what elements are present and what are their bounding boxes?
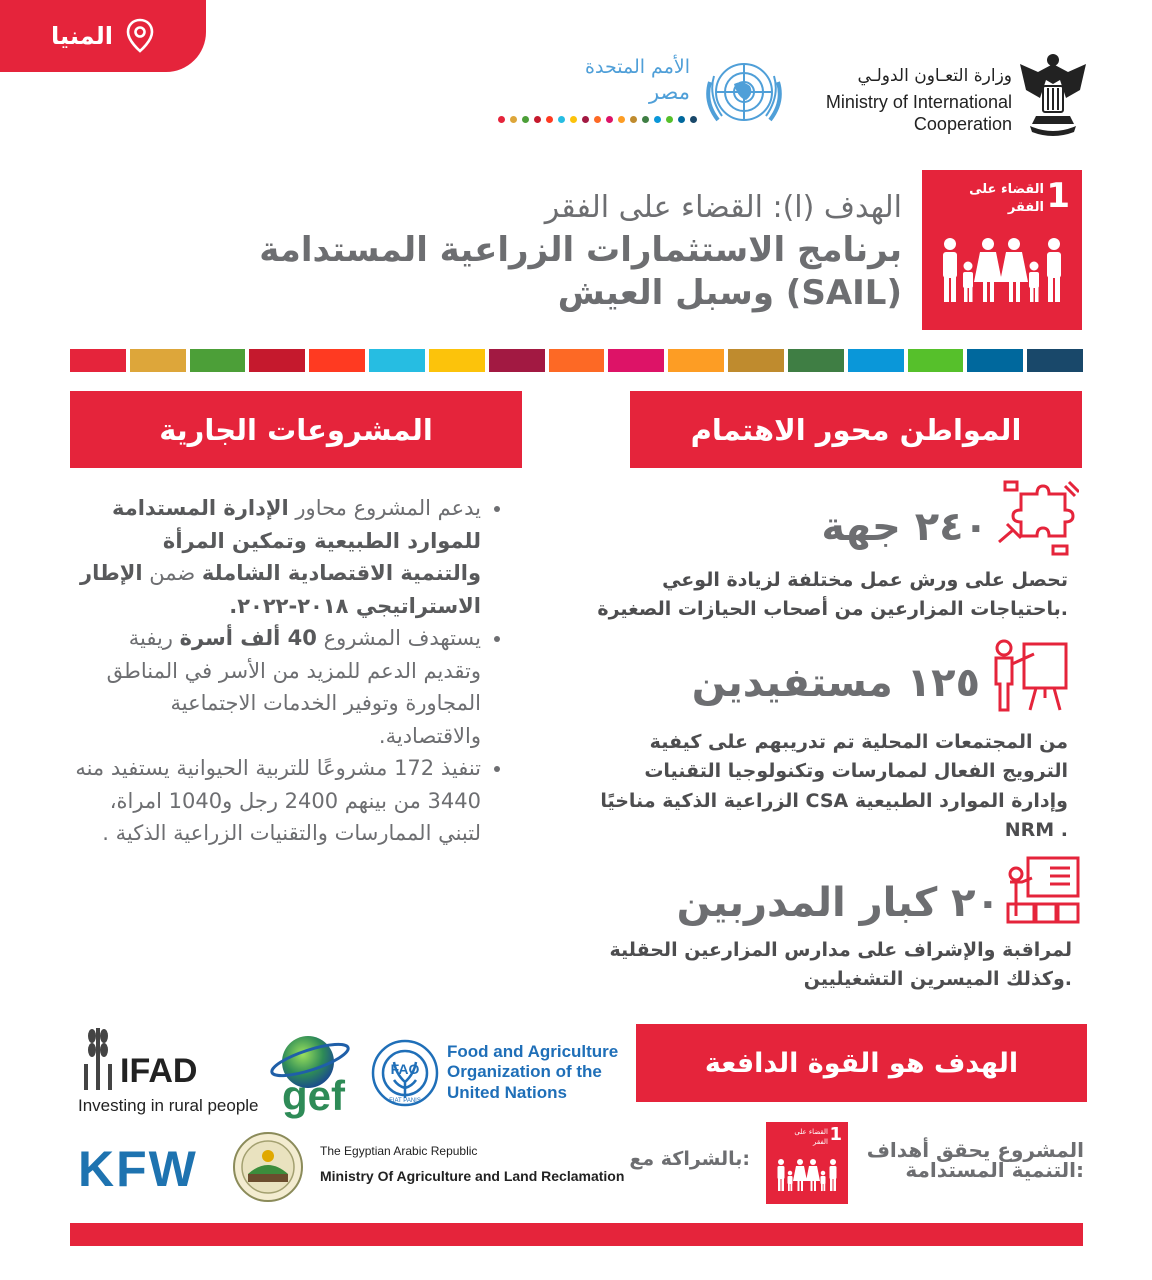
bullet-item: • يدعم المشروع محاور الإدارة المستدامة للموارد الطبيعية وتمكين المرأة والتنمية الاقتصادية الشاملة ضمن الإطار الاستراتيجي ٢٠١٨-٢٠٢٢.	[75, 492, 481, 622]
section-header-citizen: المواطن محور الاهتمام	[630, 391, 1082, 468]
egypt-eagle-emblem-icon	[1016, 50, 1090, 138]
moa-seal-icon	[226, 1130, 310, 1204]
fao-name-line: United Nations	[447, 1082, 567, 1102]
sdg-dot	[654, 116, 661, 123]
sdg-color-strip	[70, 349, 1083, 372]
sdg-dot	[498, 116, 505, 123]
un-egypt-name	[560, 56, 690, 106]
sdg-strip-segment	[908, 349, 964, 372]
moa-name-line2: Ministry Of Agriculture and Land Reclamation	[320, 1168, 625, 1184]
ministry-name-en-line2: Cooperation	[913, 113, 1012, 134]
program-title-line2: وسبل العيش (SAIL)	[557, 272, 902, 313]
fao-name-line: Food and Agriculture	[447, 1042, 619, 1061]
moa-name	[320, 1144, 624, 1184]
stat-desc-line: وكذلك الميسرين التشغيليين.	[803, 968, 1072, 991]
svg-text:FAO: FAO	[390, 1061, 420, 1077]
section-header-projects: المشروعات الجارية	[70, 391, 522, 468]
puzzle-hands-icon	[995, 480, 1079, 556]
bullet-item: • تنفيذ 172 مشروعًا للتربية الحيوانية يستفيد منه 3440 من بينهم 2400 رجل و1040 امراة، لتبني الممارسات والتقنيات الزراعية الذكية .	[75, 752, 481, 850]
sdg-dot	[558, 116, 565, 123]
sdg-label-line1: القضاء على	[969, 182, 1044, 197]
location-pin-icon	[125, 18, 155, 54]
location-label: المنيا	[51, 22, 113, 50]
ifad-tagline: Investing in rural people	[78, 1096, 259, 1115]
stat-desc-line: لمراقبة والإشراف على مدارس المزارعين الحقلية	[609, 939, 1072, 961]
trainer-board-icon	[1006, 856, 1080, 926]
ifad-wheat-icon	[78, 1024, 118, 1092]
stat-description	[552, 936, 1072, 995]
un-name-line1: الأمم المتحدة	[585, 56, 690, 78]
sdg-strip-segment	[848, 349, 904, 372]
sdg-dot	[570, 116, 577, 123]
sdg-dot	[510, 116, 517, 123]
sdg-label-line2: الفقر	[1007, 200, 1044, 215]
sdg-strip-segment	[1027, 349, 1083, 372]
bottom-red-bar	[70, 1223, 1083, 1246]
sdg-dot	[534, 116, 541, 123]
project-bullet-list	[75, 492, 515, 850]
sdg-dot	[522, 116, 529, 123]
sdg-number: 1	[829, 1124, 842, 1145]
title-block	[200, 190, 902, 314]
sdg-strip-segment	[249, 349, 305, 372]
sdg-strip-segment	[70, 349, 126, 372]
sdg-dot	[630, 116, 637, 123]
sdg-achievement-line2: التنمية المستدامة:	[905, 1158, 1084, 1182]
sdg-dot	[666, 116, 673, 123]
ministry-name-ar: وزارة التعـاون الدولـي	[857, 66, 1012, 86]
sdg-color-dots	[498, 116, 697, 123]
stat-description	[548, 728, 1068, 846]
goal-title: الهدف (ا): القضاء على الفقر	[544, 190, 902, 225]
program-title-line1: برنامج الاستثمارات الزراعية المستدامة	[259, 230, 902, 270]
sdg-dot	[594, 116, 601, 123]
location-tab	[0, 0, 206, 72]
stat-desc-line: باحتياجات المزارعين من أصحاب الحيازات الصغيرة.	[597, 598, 1068, 621]
sdg-strip-segment	[190, 349, 246, 372]
sdg-strip-segment	[668, 349, 724, 372]
stat-description	[548, 566, 1068, 625]
sdg-strip-segment	[967, 349, 1023, 372]
kfw-logo: KFW	[78, 1141, 198, 1197]
sdg-strip-segment	[608, 349, 664, 372]
bullet-item: • يستهدف المشروع 40 ألف أسرة ريفية وتقديم الدعم للمزيد من الأسر في المناطق المجاورة وتوفير الخدمات الاجتماعية والاقتصادية.	[75, 622, 481, 752]
stat-desc-line: الترويج الفعال لممارسات وتكنولوجيا التقنيات	[644, 760, 1068, 783]
ifad-label: IFAD	[120, 1052, 198, 1090]
gef-label: gef	[282, 1072, 345, 1119]
section-header-goal: الهدف هو القوة الدافعة	[636, 1024, 1087, 1102]
ministry-name-en-line1: Ministry of International	[825, 92, 1012, 112]
stat-number: ١٢٥ مستفيدين	[691, 660, 980, 706]
family-icon	[936, 236, 1068, 304]
sdg-dot	[546, 116, 553, 123]
fao-emblem-icon	[370, 1038, 440, 1108]
sdg-number: 1	[1046, 176, 1070, 216]
sdg-dot	[618, 116, 625, 123]
sdg-strip-segment	[429, 349, 485, 372]
svg-text:FIAT PANIS: FIAT PANIS	[389, 1098, 421, 1104]
sdg-achievement-text	[844, 1138, 1084, 1182]
sdg-strip-segment	[728, 349, 784, 372]
sdg-dot	[582, 116, 589, 123]
stat-desc-line: تحصل على ورش عمل مختلفة لزيادة الوعي	[662, 569, 1068, 591]
sdg-dot	[678, 116, 685, 123]
family-icon	[774, 1158, 840, 1192]
sdg1-small-tile	[766, 1122, 848, 1204]
un-name-line2: مصر	[648, 79, 690, 104]
ministry-name	[790, 66, 1012, 135]
stat-number: ٢٤٠ جهة	[821, 504, 988, 550]
sdg-achievement-line1: المشروع يحقق أهداف	[866, 1138, 1084, 1162]
stat-number: ٢٠ كبار المدربين	[676, 880, 1000, 926]
fao-name	[447, 1042, 622, 1103]
sdg-strip-segment	[130, 349, 186, 372]
sdg-strip-segment	[309, 349, 365, 372]
sdg-label-line2: الفقر	[812, 1138, 828, 1146]
stat-desc-line: NRM .	[1004, 819, 1068, 842]
moa-name-line1: The Egyptian Arabic Republic	[320, 1144, 478, 1158]
sdg-label-line1: القضاء على	[794, 1128, 828, 1136]
sdg-strip-segment	[788, 349, 844, 372]
sdg-strip-segment	[369, 349, 425, 372]
fao-name-line: Organization of the	[447, 1062, 602, 1082]
sdg-strip-segment	[489, 349, 545, 372]
sdg-dot	[642, 116, 649, 123]
sdg-strip-segment	[549, 349, 605, 372]
sdg1-tile	[922, 170, 1082, 330]
un-emblem-icon	[696, 52, 792, 136]
partnership-label: بالشراكة مع:	[629, 1148, 750, 1170]
stat-desc-line: الزراعية الذكية مناخيًا CSA وإدارة الموارد الطبيعية	[600, 789, 1068, 812]
presenter-board-icon	[990, 638, 1070, 714]
sdg-dot	[606, 116, 613, 123]
stat-desc-line: من المجتمعات المحلية تم تدريبهم على كيفية	[649, 731, 1068, 753]
